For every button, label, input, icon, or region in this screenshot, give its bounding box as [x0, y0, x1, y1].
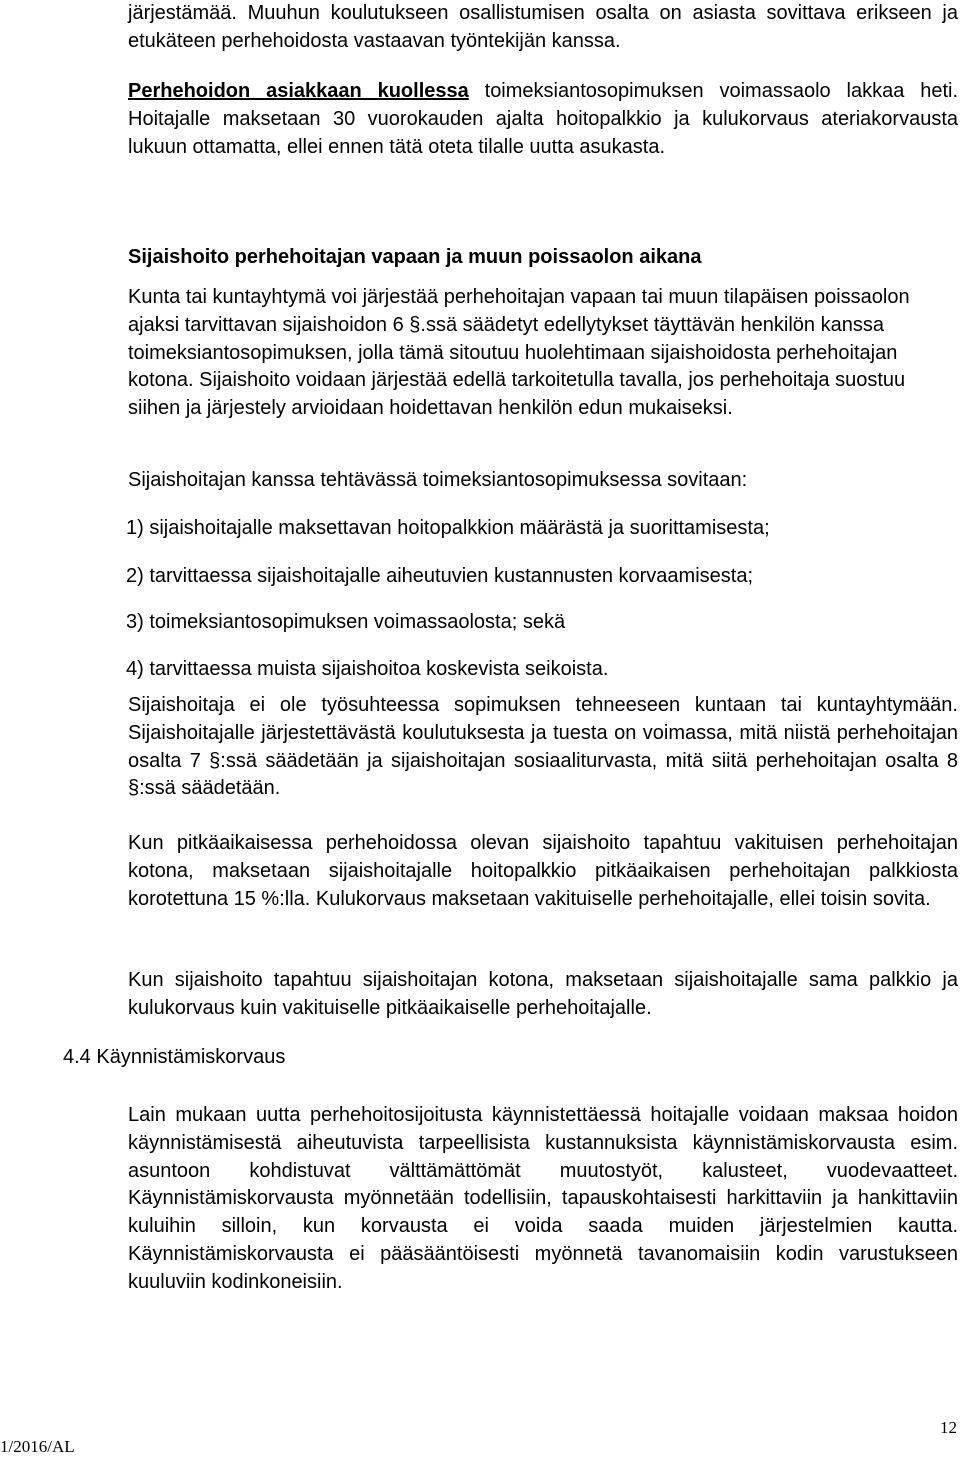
list-item: 2) tarvittaessa sijaishoitajalle aiheutuvien kustannusten korvaamisesta; [126, 565, 754, 587]
paragraph-training: järjestämää. Muuhun koulutukseen osallistumisen osalta on asiasta sovittava erikseen ja etukäteen perhehoidosta vastaavan työntekijän kanssa. [128, 2, 958, 52]
client-death-lead: Perhehoidon asiakkaan kuollessa [128, 80, 469, 102]
list-item: 4) tarvittaessa muista sijaishoitoa koskevista seikoista. [126, 658, 609, 680]
paragraph-long-term-care: Kun pitkäaikaisessa perhehoidossa olevan sijaishoito tapahtuu vakituisen perhehoitajan kotona, maksetaan sijaishoitajalle hoitopalkkio pitkäaikaisen perhehoitajan palkkiosta korotettuna 15 %:lla. Kulukorvaus maksetaan vakituiselle perhehoitajalle, ellei toisin sovita. [128, 832, 958, 910]
paragraph-substitute-care: Kunta tai kuntayhtymä voi järjestää perhehoitajan vapaan tai muun tilapäisen poissaolon ajaksi tarvittavan sijaishoidon 6 §.ssä säädetyt edellytykset täyttävän henkilön kanssa toimeksiantosopimuksen, jolla tämä sitoutuu huolehtimaan sijaishoidosta perhehoitajan kotona. Sijaishoito voidaan järjestää edellä tarkoitetulla tavalla, jos perhehoitaja suostuu siihen ja järjestely arvioidaan hoidettavan henkilön edun mukaiseksi. [128, 286, 910, 420]
paragraph-employment-status: Sijaishoitaja ei ole työsuhteessa sopimuksen tehneeseen kuntaan tai kuntayhtymään. Sijaishoitajalle järjestettävästä koulutuksesta ja tuesta on voimassa, mitä niistä perhehoitajan osalta 7 §:ssä säädetään ja sijaishoitajan sosiaaliturvasta, mitä siitä perhehoitajan osalta 8 §:ssä säädetään. [128, 694, 958, 800]
list-item: 1) sijaishoitajalle maksettavan hoitopalkkion määrästä ja suorittamisesta; [126, 517, 770, 539]
page-number: 12 [940, 1418, 957, 1437]
client-death-rest: toimeksiantosopimuksen voimassaolo lakkaa heti. Hoitajalle maksetaan 30 vuorokauden ajalta hoitopalkkio ja kulukorvaus ateriakorvausta lukuun ottamatta, ellei ennen tätä oteta tilalle uutta asukasta. [128, 80, 959, 158]
list-item: 3) toimeksiantosopimuksen voimassaolosta; sekä [126, 611, 566, 633]
paragraph-substitute-home: Kun sijaishoito tapahtuu sijaishoitajan kotona, maksetaan sijaishoitajalle sama palkkio ja kulukorvaus kuin vakituiselle pitkäaikaiselle perhehoitajalle. [128, 969, 958, 1019]
paragraph-agreement-intro: Sijaishoitajan kanssa tehtävässä toimeksiantosopimuksessa sovitaan: [128, 469, 748, 491]
heading-substitute-care: Sijaishoito perhehoitajan vapaan ja muun poissaolon aikana [128, 246, 702, 268]
paragraph-startup-compensation: Lain mukaan uutta perhehoitosijoitusta käynnistettäessä hoitajalle voidaan maksaa hoidon käynnistämisestä aiheutuvista tarpeellisista kustannuksista käynnistämiskorvausta esim. asuntoon kohdistuvat välttämättömät muutostyöt, kalusteet, vuodevaatteet. Käynnistämiskorvausta myönnetään todellisiin, tapauskohtaisesti harkittaviin ja hankittaviin kuluihin silloin, kun korvausta ei voida saada muiden järjestelmien kautta. Käynnistämiskorvausta ei pääsääntöisesti myönnetä tavanomaisiin kodin varustukseen kuuluviin kodinkoneisiin. [128, 1104, 958, 1293]
footer-document-code: 1/2016/AL [0, 1437, 75, 1456]
paragraph-client-death [128, 78, 958, 161]
section-title: 4.4 Käynnistämiskorvaus [63, 1046, 286, 1068]
